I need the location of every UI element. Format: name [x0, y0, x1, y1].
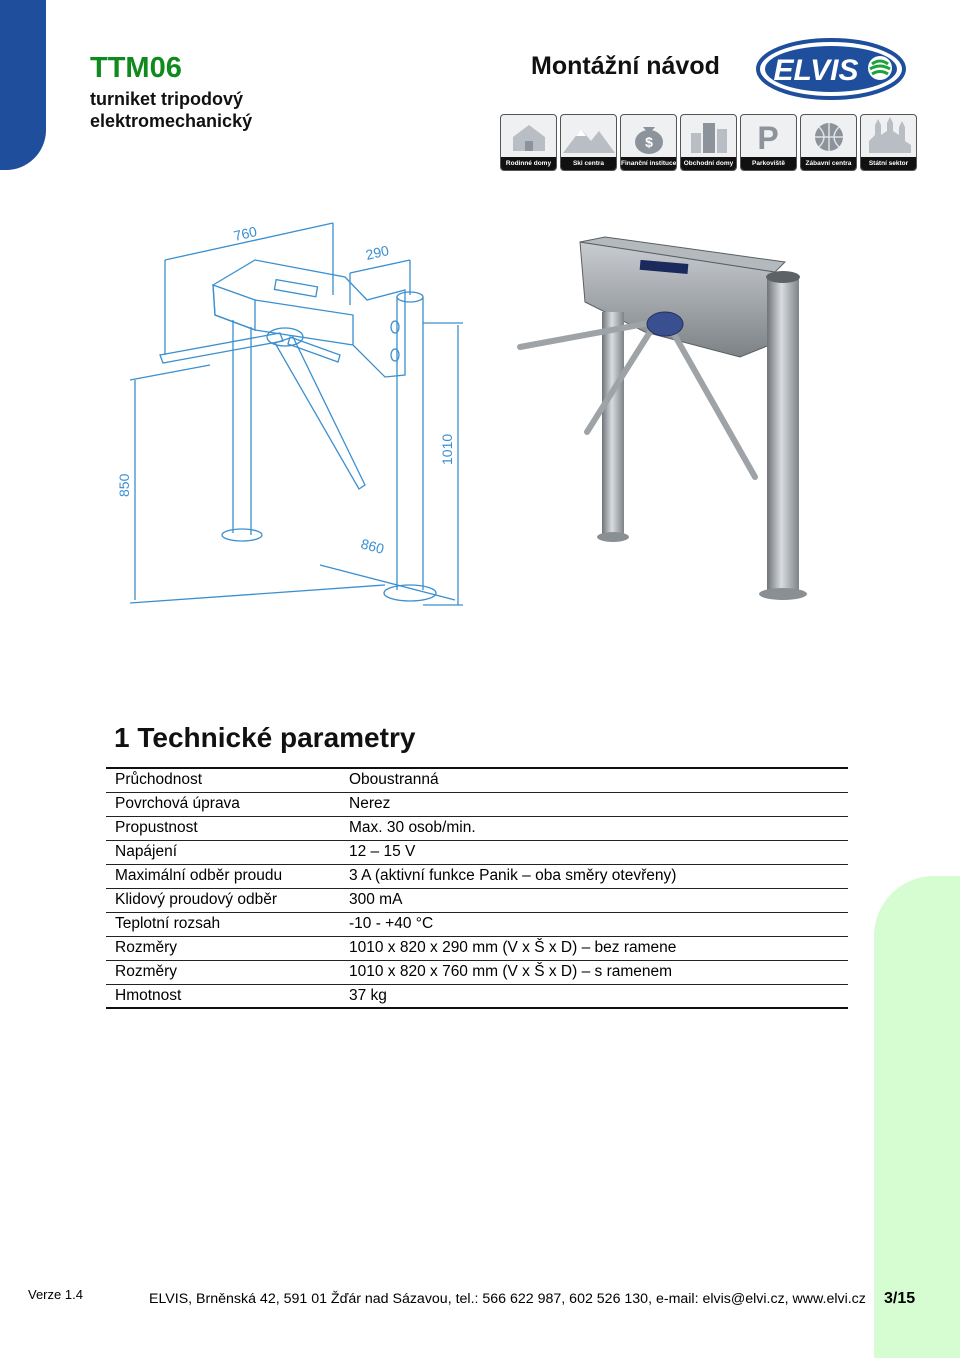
parameters-table: [106, 767, 848, 1009]
sector-label: Ski centra: [561, 157, 616, 170]
param-label: Maximální odběr proudu: [106, 864, 340, 888]
section-title: 1 Technické parametry: [114, 722, 416, 753]
sector-entertainment: [800, 114, 857, 171]
table-row: [106, 936, 848, 960]
house-icon: [501, 115, 556, 157]
dimension-drawing: [105, 205, 485, 625]
corner-tab: [0, 0, 46, 170]
sector-label: Zábavní centra: [801, 157, 856, 170]
buildings-icon: [681, 115, 736, 157]
param-label: Průchodnost: [106, 768, 340, 792]
param-value: 12 – 15 V: [340, 840, 849, 864]
table-row: [106, 888, 848, 912]
product-subtitle: [90, 88, 252, 132]
table-row: [106, 768, 848, 792]
sector-shopping: [680, 114, 737, 171]
sector-house: [500, 114, 557, 171]
param-value: 1010 x 820 x 760 mm (V x Š x D) – s ramenem: [340, 960, 849, 984]
param-value: 1010 x 820 x 290 mm (V x Š x D) – bez ramene: [340, 936, 849, 960]
param-value: Nerez: [340, 792, 849, 816]
dim-1010: 1010: [439, 433, 455, 465]
footer-address: ELVIS, Brněnská 42, 591 01 Žďár nad Sázavou, tel.: 566 622 987, 602 526 130, e-mail: elvis@elvi.cz, www.elvi.cz: [149, 1291, 866, 1307]
side-band: [874, 876, 960, 1358]
table-row: [106, 960, 848, 984]
table-row: [106, 840, 848, 864]
sector-label: Parkoviště: [741, 157, 796, 170]
subtitle-line-2: elektromechanický: [90, 111, 253, 131]
sector-parking: [740, 114, 797, 171]
param-label: Rozměry: [106, 960, 340, 984]
param-value: -10 - +40 °C: [340, 912, 849, 936]
param-label: Rozměry: [106, 936, 340, 960]
sector-icons-row: [500, 114, 917, 171]
sector-label: Rodinné domy: [501, 157, 556, 170]
mountain-icon: [561, 115, 616, 157]
param-value: Oboustranná: [340, 768, 849, 792]
page-number: 3/15: [884, 1290, 916, 1307]
param-value: 37 kg: [340, 984, 849, 1008]
money-bag-icon: [621, 115, 676, 157]
sector-label: Finanční instituce: [621, 157, 676, 170]
model-name: TTM06: [90, 52, 182, 84]
sector-finance: [620, 114, 677, 171]
manual-title: Montážní návod: [531, 52, 720, 80]
sector-state: [860, 114, 917, 171]
table-row: [106, 792, 848, 816]
castle-icon: [861, 115, 916, 157]
sector-label: Státní sektor: [861, 157, 916, 170]
table-row: [106, 816, 848, 840]
param-label: Napájení: [106, 840, 340, 864]
table-row: [106, 984, 848, 1008]
table-row: [106, 864, 848, 888]
param-label: Povrchová úprava: [106, 792, 340, 816]
param-label: Hmotnost: [106, 984, 340, 1008]
dim-760: 760: [232, 223, 259, 244]
dim-850: 850: [116, 473, 132, 497]
turnstile-photo: [505, 232, 825, 602]
param-label: Propustnost: [106, 816, 340, 840]
elvis-logo: [756, 38, 906, 100]
param-value: 3 A (aktivní funkce Panik – oba směry otevřeny): [340, 864, 849, 888]
dim-860: 860: [359, 535, 386, 557]
param-label: Teplotní rozsah: [106, 912, 340, 936]
sector-ski: [560, 114, 617, 171]
table-row: [106, 912, 848, 936]
sector-label: Obchodní domy: [681, 157, 736, 170]
param-label: Klidový proudový odběr: [106, 888, 340, 912]
parking-icon: [741, 115, 796, 157]
dim-290: 290: [364, 242, 391, 263]
param-value: 300 mA: [340, 888, 849, 912]
param-value: Max. 30 osob/min.: [340, 816, 849, 840]
logo-text: ELVIS: [773, 54, 859, 87]
ball-icon: [801, 115, 856, 157]
svg-text:$: $: [645, 134, 653, 150]
subtitle-line-1: turniket tripodový: [90, 89, 244, 109]
svg-text:P: P: [757, 120, 779, 156]
footer-version: Verze 1.4: [28, 1287, 83, 1302]
